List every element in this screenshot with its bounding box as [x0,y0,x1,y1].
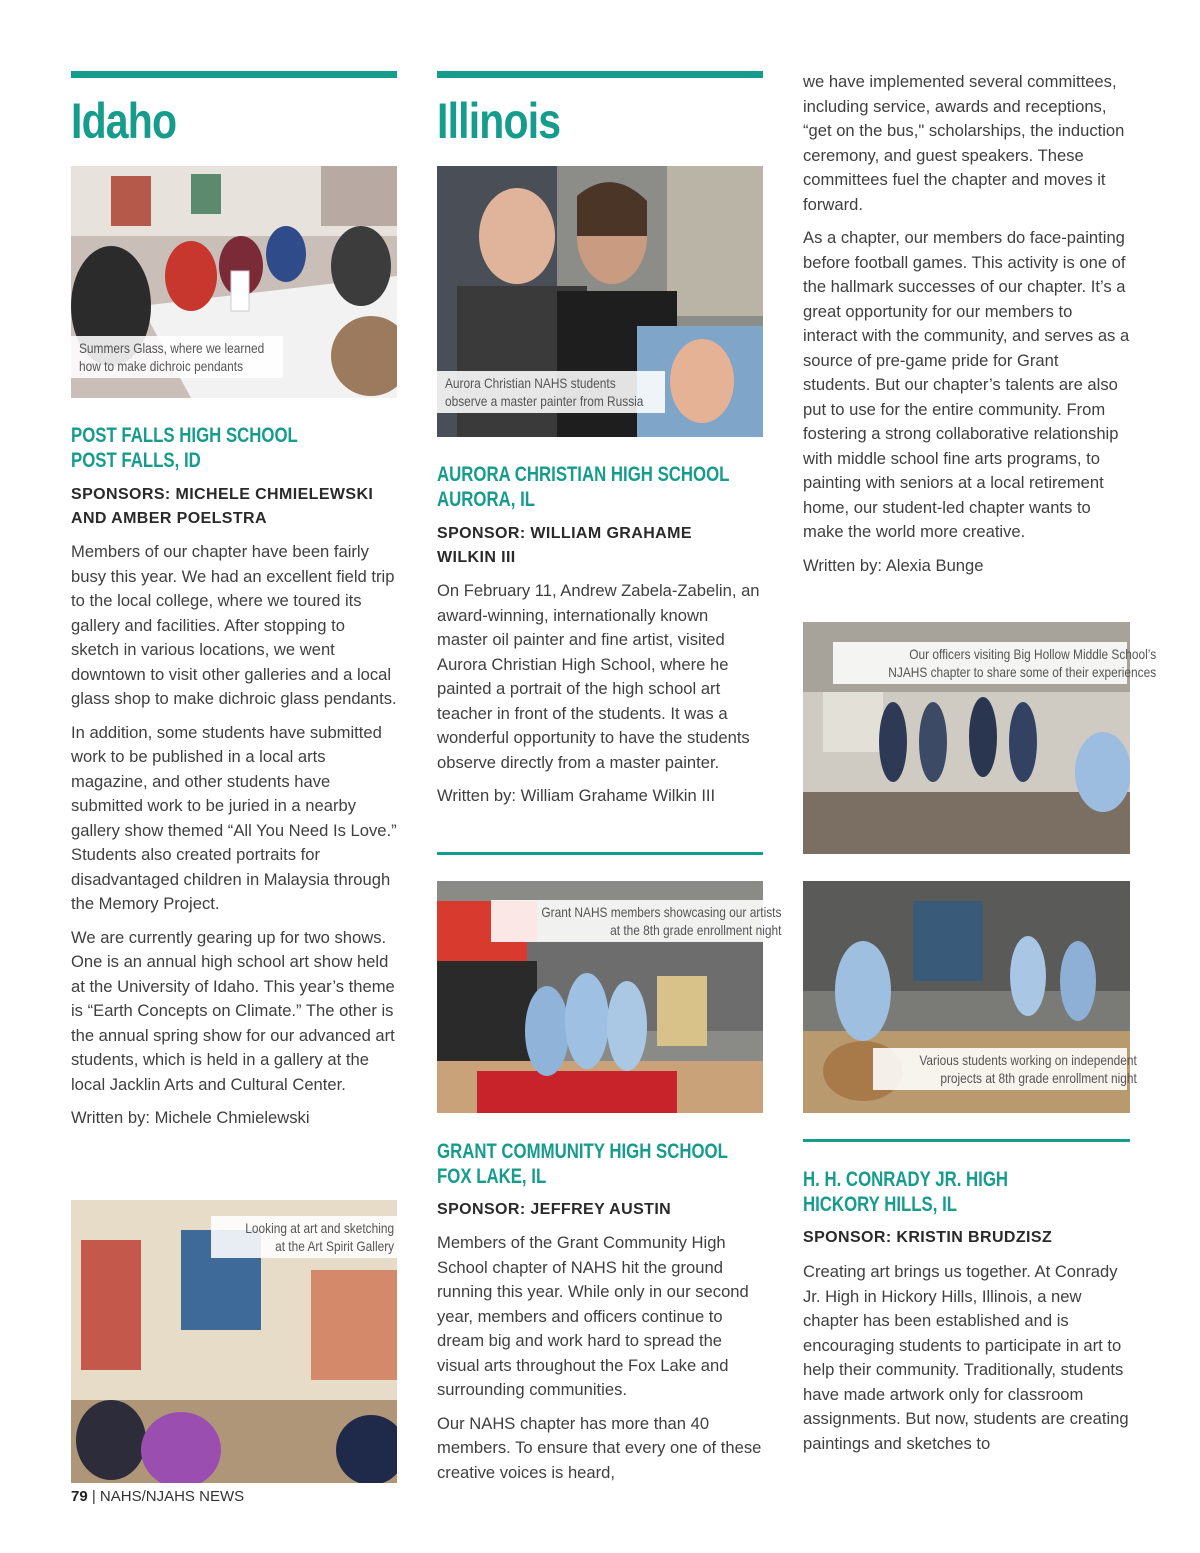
grant-continued-para-2: As a chapter, our members do face-painting before football games. This activity is one of the hallmark successes of our chapter. It’s a great opportunity for our members to interact with the community, and serves as a source of pre-game pride for Grant students. But our chapter’s talents are also put to use for the entire community. From fostering a strong collaborative relationship with middle school fine arts programs, to painting with seniors at a local retirement home, our student-led chapter wants to make the world more creative. [803,228,1130,541]
big-hollow-caption: Our officers visiting Big Hollow Middle School’s NJAHS chapter to share some of their experiences [833,642,1127,684]
idaho-photo2-caption: Looking at art and sketching at the Art Spirit Gallery [211,1216,397,1258]
idaho-photo1-caption: Summers Glass, where we learned how to make dichroic pendants [71,336,283,378]
grant-community-sponsor: SPONSOR: JEFFREY AUSTIN [437,1201,672,1218]
page-number: 79 [71,1488,88,1505]
post-falls-school-name: POST FALLS HIGH SCHOOL POST FALLS, ID [71,424,298,472]
independent-projects-caption: Various students working on independent projects at 8th grade enrollment night [873,1048,1127,1090]
illinois-section-divider [437,852,763,855]
aurora-christian-school-name: AURORA CHRISTIAN HIGH SCHOOL AURORA, IL [437,463,730,511]
grant-community-author: Written by: Alexia Bunge [803,555,984,575]
post-falls-para-2: In addition, some students have submitted work to be published in a local arts magazine, and other students have submitted work to be juried in a nearby gallery show themed “All You Need Is Love.” Students also created portraits for disadvantaged children in Malaysia through the Memory Project. [71,722,397,913]
aurora-christian-author: Written by: William Grahame Wilkin III [437,786,716,805]
grant-community-article-continued [803,70,1130,587]
aurora-christian-sponsor: SPONSOR: WILLIAM GRAHAME WILKIN III [437,525,692,566]
conrady-para-1: Creating art brings us together. At Conrady Jr. High in Hickory Hills, Illinois, a new chapter has been established and is encouraging students to participate in art to help their community. Traditionally, students have made artwork only for classroom assignments. But now, students are creating paintings and sketches to [803,1262,1129,1453]
post-falls-para-3: We are currently gearing up for two shows. One is an annual high school art show held at the University of Idaho. This year’s theme is “Earth Concepts on Climate.” The other is the annual spring show for our advanced art students, which is held in a gallery at the local Jacklin Arts and Cultural Center. [71,927,395,1094]
page-footer: 79 | NAHS/NJAHS NEWS [71,1488,245,1505]
grant-community-para-1: Members of the Grant Community High School chapter of NAHS hit the ground running this year. While only in our second year, members and officers continue to dream big and work hard to spread the visual arts throughout the Fox Lake and surrounding communities. [437,1233,749,1399]
post-falls-article [71,540,397,1140]
grant-community-para-2: Our NAHS chapter has more than 40 members. To ensure that every one of these creative voices is heard, [437,1413,762,1482]
illinois-top-rule [437,71,763,78]
publication-name: NAHS/NJAHS NEWS [99,1488,245,1505]
conrady-school-name: H. H. CONRADY JR. HIGH HICKORY HILLS, IL [803,1168,1009,1216]
idaho-top-rule [71,71,397,78]
grant-photo-caption: Grant NAHS members showcasing our artists at the 8th grade enrollment night [491,900,763,942]
conrady-section-divider [803,1139,1130,1142]
idaho-heading: Idaho [71,93,177,149]
conrady-sponsor: SPONSOR: KRISTIN BRUDZISZ [803,1229,1053,1246]
conrady-article [803,1260,1130,1465]
aurora-christian-article [437,579,763,818]
post-falls-para-1: Members of our chapter have been fairly busy this year. We had an excellent field trip to the local college, where we toured its gallery and facilities. After stopping to sketch in various locations, we went downtown to visit other galleries and a local glass shop to make dichroic glass pendants. [71,542,397,708]
post-falls-sponsors: SPONSORS: MICHELE CHMIELEWSKI AND AMBER POELSTRA [71,486,374,527]
grant-continued-para-1: we have implemented several committees, including service, awards and receptions, “get on the bus," scholarships, the induction ceremony, and guest speakers. These committees fuel the chapter and moves it forward. [803,72,1125,214]
illinois-photo1-caption: Aurora Christian NAHS students observe a master painter from Russia [437,371,665,413]
grant-community-school-name: GRANT COMMUNITY HIGH SCHOOL FOX LAKE, IL [437,1140,728,1188]
illinois-heading: Illinois [437,93,561,149]
post-falls-author: Written by: Michele Chmielewski [71,1108,310,1127]
aurora-christian-para-1: On February 11, Andrew Zabela-Zabelin, an award-winning, internationally known master oil painter and fine artist, visited Aurora Christian High School, where he painted a portrait of the high school art teacher in front of the students. It was a wonderful opportunity to have the students observe directly from a master painter. [437,581,760,772]
grant-community-article [437,1231,763,1494]
